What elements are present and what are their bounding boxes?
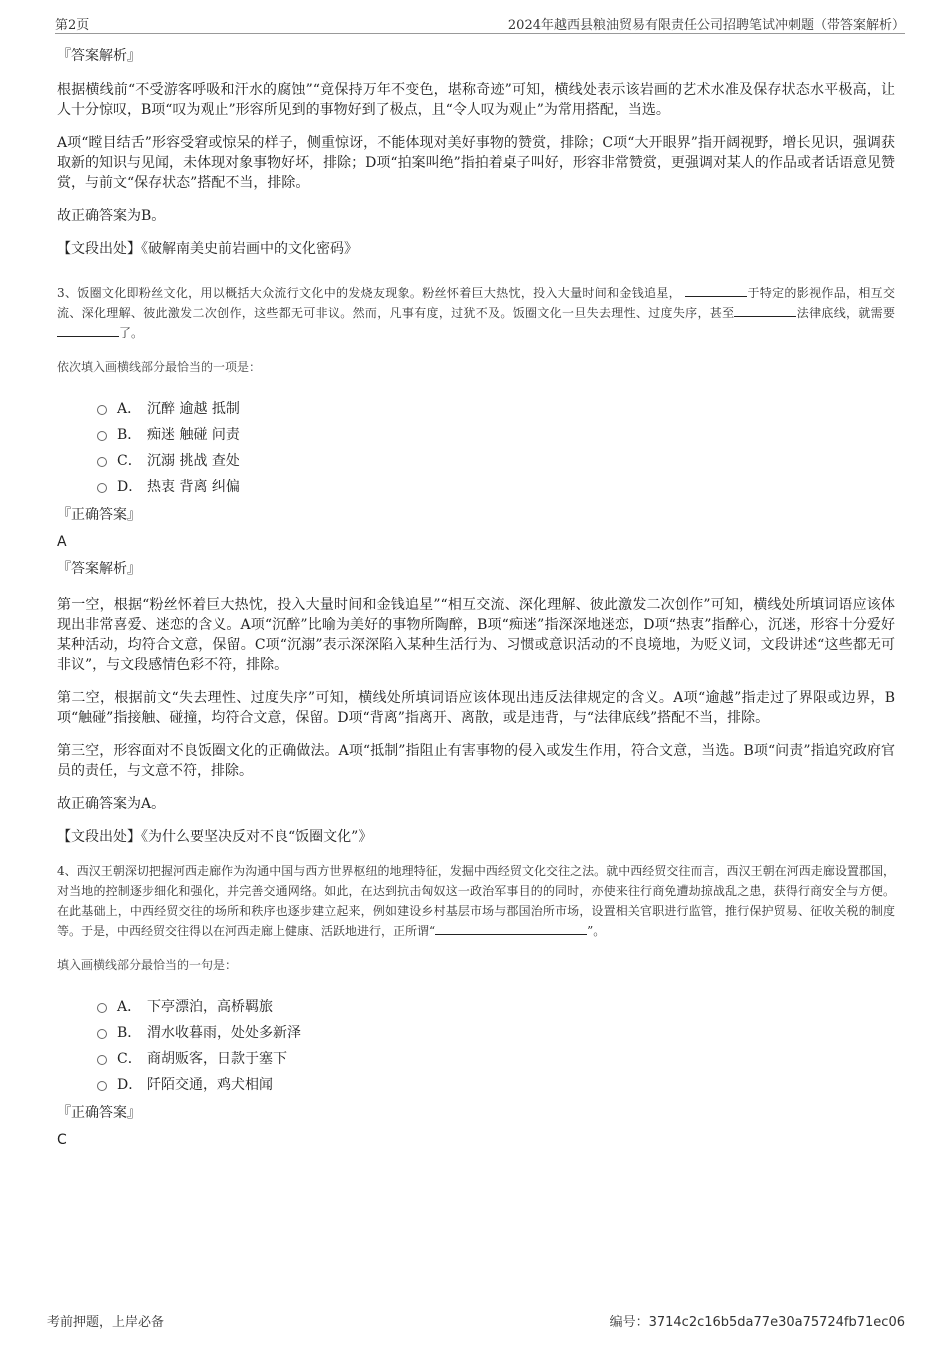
radio-icon[interactable]	[97, 457, 107, 467]
radio-icon[interactable]	[97, 1029, 107, 1039]
fill-blank	[435, 921, 587, 935]
page-header	[55, 12, 905, 34]
q3-options	[97, 395, 895, 499]
page-number: 第2页	[55, 18, 90, 33]
q2-analysis-label: 『答案解析』	[57, 48, 141, 64]
radio-icon[interactable]	[97, 1055, 107, 1065]
radio-icon[interactable]	[97, 1081, 107, 1091]
radio-icon[interactable]	[97, 431, 107, 441]
q3-option-b[interactable]: B． 痴迷 触碰 问责	[97, 421, 895, 447]
q4-options	[97, 993, 895, 1097]
radio-icon[interactable]	[97, 1003, 107, 1013]
q3-option-a[interactable]: A． 沉醉 逾越 抵制	[97, 395, 895, 421]
q4-answer-label: 『正确答案』	[57, 1105, 141, 1121]
q3-analysis-paragraph: 第三空，形容面对不良饭圈文化的正确做法。A项“抵制”指阻止有害事物的侵入或发生作用，符合文意，当选。B项“问责”指追究政府官员的责任，与文意不符，排除。	[57, 743, 895, 779]
q3-source: 【文段出处】《为什么要坚决反对不良“饭圈文化”》	[57, 829, 373, 845]
q3-stem: 3、饭圈文化即粉丝文化，用以概括大众流行文化中的发烧友现象。粉丝怀着巨大热忱，投入大量时间和金钱追星， 于特定的影视作品，相互交流、深化理解、彼此激发二次创作，这些都无可非议。然而，凡事有度，过犹不及。饭圈文化一旦失去理性、过度失序，甚至 法律底线，就需要 了。	[57, 283, 895, 343]
q3-prompt: 依次填入画横线部分最恰当的一项是：	[57, 360, 262, 374]
q4-stem: 4、西汉王朝深切把握河西走廊作为沟通中国与西方世界枢纽的地理特征，发掘中西经贸文化交往之法。就中西经贸交往而言，西汉王朝在河西走廊设置郡国，对当地的控制逐步细化和强化，并完善交通网络。如此，在达到抗击匈奴这一政治军事目的的同时，亦使来往行商免遭劫掠战乱之患，获得行商安全与方便。在此基础上，中西经贸交往的场所和秩序也逐步建立起来，例如建设乡村基层市场与郡国治所市场，设置相关官职进行监管，推行保护贸易、征收关税的制度等。于是，中西经贸交往得以在河西走廊上健康、活跃地进行，正所谓“ ”。	[57, 864, 895, 938]
q2-source: 【文段出处】《破解南美史前岩画中的文化密码》	[57, 241, 358, 257]
document-title: 2024年越西县粮油贸易有限责任公司招聘笔试冲刺题（带答案解析）	[507, 18, 905, 33]
q3-analysis-label: 『答案解析』	[57, 561, 141, 577]
q4-option-d[interactable]: D． 阡陌交通，鸡犬相闻	[97, 1071, 895, 1097]
q2-analysis-paragraph: A项“瞠目结舌”形容受窘或惊呆的样子，侧重惊讶，不能体现对美好事物的赞赏，排除；C项“大开眼界”指开阔视野，增长见识，强调获取新的知识与见闻，未体现对象事物好坏，排除；D项“拍案叫绝”指拍着桌子叫好，形容非常赞赏，更强调对某人的作品或者话语意见赞赏，与前文“保存状态”搭配不当，排除。	[57, 135, 895, 191]
q4-prompt: 填入画横线部分最恰当的一句是：	[57, 958, 238, 972]
q3-answer: A	[57, 534, 67, 550]
q4-answer: C	[57, 1132, 67, 1148]
q2-conclusion: 故正确答案为B。	[57, 208, 166, 224]
q3-answer-label: 『正确答案』	[57, 507, 141, 523]
fill-blank	[57, 323, 119, 337]
q2-analysis-paragraph: 根据横线前“不受游客呼吸和汗水的腐蚀”“竟保持万年不变色，堪称奇迹”可知，横线处表示该岩画的艺术水准及保存状态水平极高，让人十分惊叹，B项“叹为观止”形容所见到的事物好到了极点，且“令人叹为观止”为常用搭配，当选。	[57, 82, 895, 118]
radio-icon[interactable]	[97, 405, 107, 415]
page-content	[57, 46, 895, 1157]
q3-option-d[interactable]: D． 热衷 背离 纠偏	[97, 473, 895, 499]
q3-option-c[interactable]: C． 沉溺 挑战 查处	[97, 447, 895, 473]
fill-blank	[685, 283, 747, 297]
q3-conclusion: 故正确答案为A。	[57, 796, 166, 812]
q4-option-c[interactable]: C． 商胡贩客，日款于塞下	[97, 1045, 895, 1071]
q4-option-b[interactable]: B． 渭水收暮雨，处处多新泽	[97, 1019, 895, 1045]
radio-icon[interactable]	[97, 483, 107, 493]
q3-analysis-paragraph: 第二空，根据前文“失去理性、过度失序”可知，横线处所填词语应该体现出违反法律规定的含义。A项“逾越”指走过了界限或边界，B项“触碰”指接触、碰撞，均符合文意，保留。D项“背离”指离开、离散，或是违背，与“法律底线”搭配不当，排除。	[57, 690, 895, 726]
q3-analysis-paragraph: 第一空，根据“粉丝怀着巨大热忱，投入大量时间和金钱追星”“相互交流、深化理解、彼此激发二次创作”可知，横线处所填词语应该体现出非常喜爱、迷恋的含义。A项“沉醉”比喻为美好的事物所陶醉，B项“痴迷”指深深地迷恋，D项“热衷”指醉心，沉迷，形容十分爱好某种活动，均符合文意，保留。C项“沉溺”表示深深陷入某种生活行为、习惯或意识活动的不良境地，为贬义词，文段讲述“这些都无可非议”，与文段感情色彩不符，排除。	[57, 597, 895, 673]
q4-option-a[interactable]: A． 下亭漂泊，高桥羁旅	[97, 993, 895, 1019]
document-id: 编号：3714c2c16b5da77e30a75724fb71ec06	[609, 1315, 905, 1330]
footer-slogan: 考前押题，上岸必备	[47, 1315, 165, 1330]
fill-blank	[734, 303, 796, 317]
